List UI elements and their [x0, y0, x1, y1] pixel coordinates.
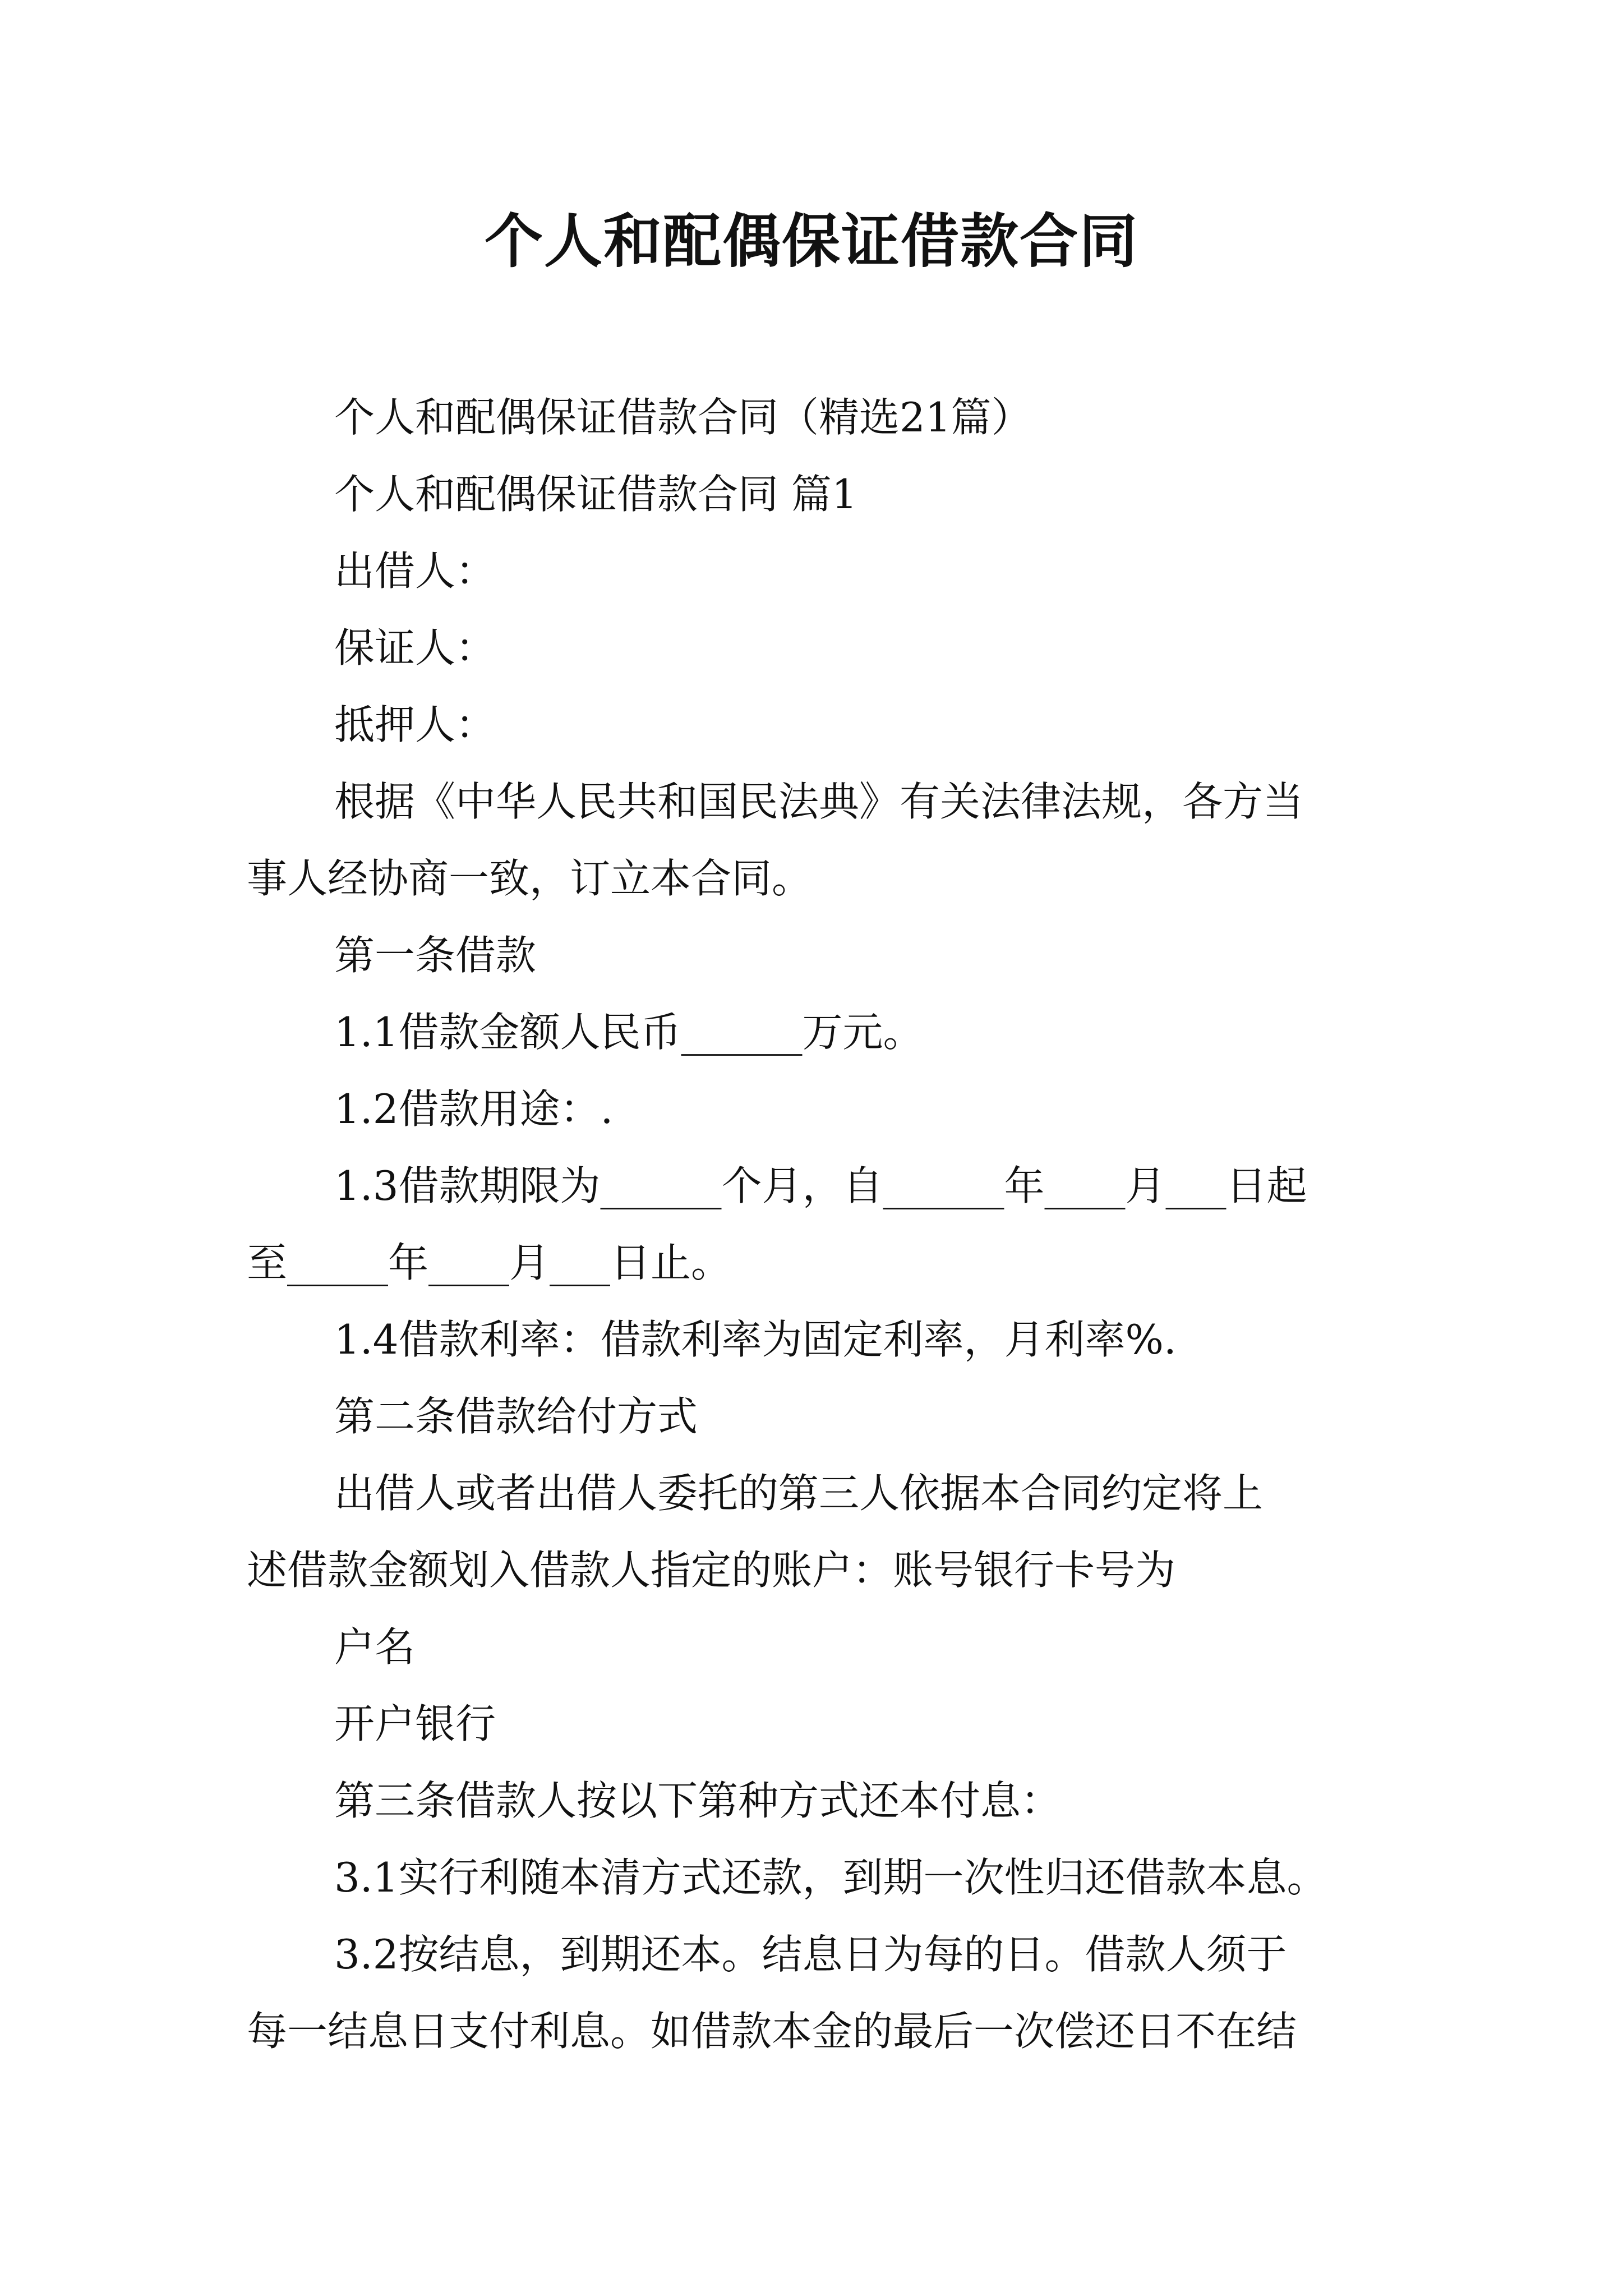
paragraph-opening-bank: 开户银行 [334, 1700, 496, 1747]
paragraph-payment-line2: 述借款金额划入借款人指定的账户：账号银行卡号为 [247, 1547, 1176, 1594]
document-body [247, 379, 1391, 2070]
paragraph-legal-basis-line2: 事人经协商一致，订立本合同。 [247, 855, 813, 902]
paragraph-clause-3-2-line2: 每一结息日支付利息。如借款本金的最后一次偿还日不在结 [247, 2008, 1297, 2055]
paragraph-account-name: 户名 [334, 1623, 416, 1671]
paragraph-clause-1-4: 1.4借款利率：借款利率为固定利率，月利率%. [334, 1316, 1177, 1363]
paragraph-clause-1-1: 1.1借款金额人民币______万元。 [334, 1009, 924, 1056]
paragraph-heading-selection: 个人和配偶保证借款合同（精选21篇） [334, 394, 1032, 441]
paragraph-legal-basis-line1: 根据《中华人民共和国民法典》有关法律法规，各方当 [334, 778, 1304, 825]
paragraph-lender: 出借人： [334, 547, 496, 595]
paragraph-payment-line1: 出借人或者出借人委托的第三人依据本合同约定将上 [334, 1470, 1264, 1517]
paragraph-article-3-heading: 第三条借款人按以下第种方式还本付息： [334, 1777, 1062, 1824]
paragraph-clause-3-2-line1: 3.2按结息，到期还本。结息日为每的日。借款人须于 [334, 1931, 1287, 1978]
paragraph-clause-1-2: 1.2借款用途：. [334, 1085, 614, 1133]
paragraph-clause-1-3-line2: 至_____年____月___日止。 [247, 1239, 732, 1286]
paragraph-guarantor: 保证人： [334, 624, 496, 671]
document-title: 个人和配偶保证借款合同 [484, 206, 1138, 275]
paragraph-clause-3-1: 3.1实行利随本清方式还款，到期一次性归还借款本息。 [334, 1854, 1327, 1901]
paragraph-article-2-heading: 第二条借款给付方式 [334, 1393, 698, 1440]
paragraph-clause-1-3-line1: 1.3借款期限为______个月，自______年____月___日起 [334, 1162, 1307, 1209]
paragraph-article-1-heading: 第一条借款 [334, 932, 537, 979]
paragraph-mortgagor: 抵押人： [334, 701, 496, 748]
paragraph-section-title: 个人和配偶保证借款合同 篇1 [334, 471, 857, 518]
